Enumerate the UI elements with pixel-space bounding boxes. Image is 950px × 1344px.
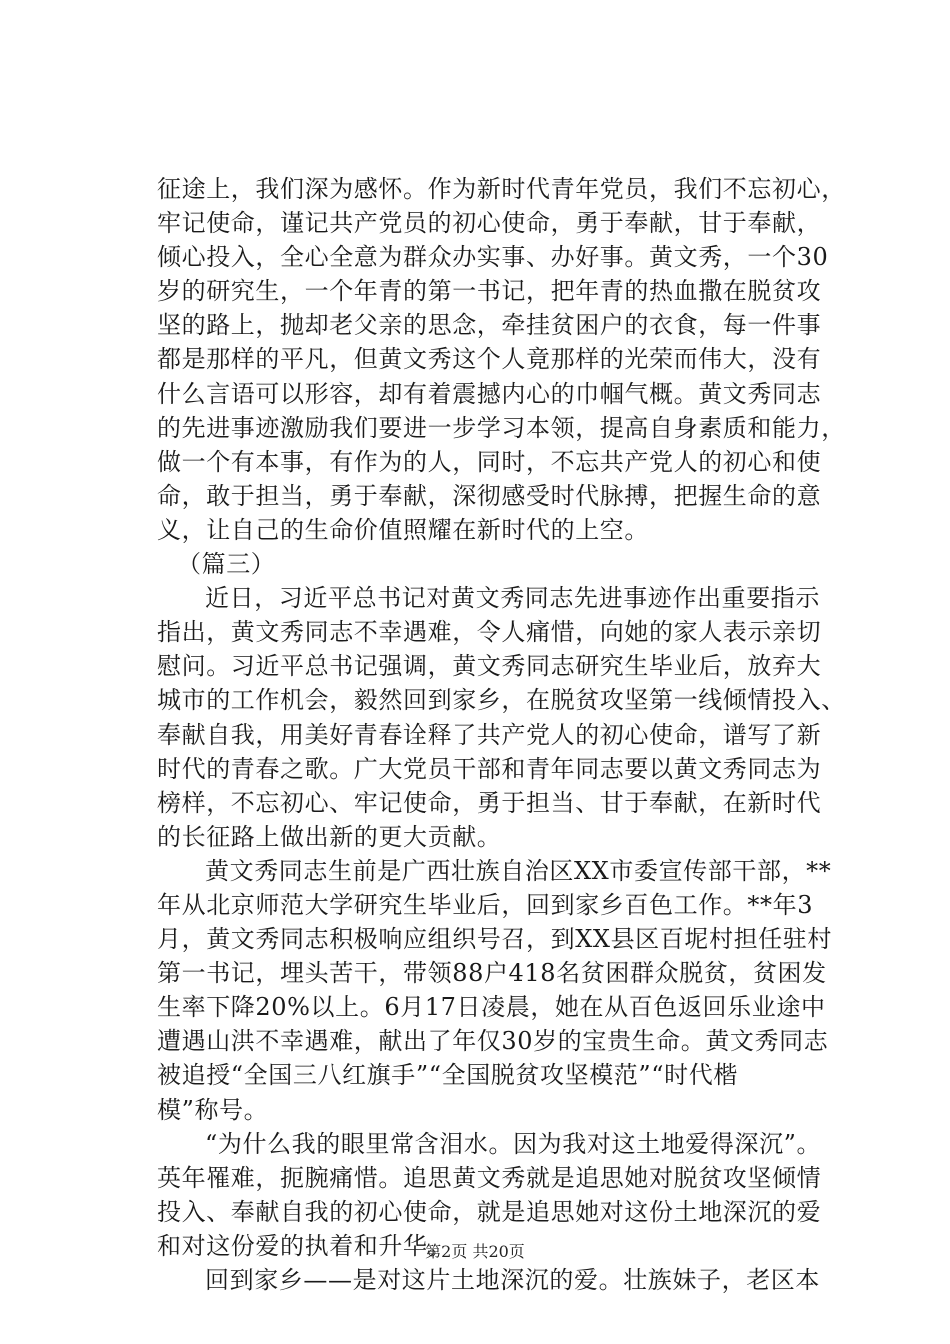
text-line: 奉献自我，用美好青春诠释了共产党人的初心使命，谱写了新 [157, 720, 822, 749]
text-line: 生率下降20%以上。6月17日凌晨，她在从百色返回乐业途中 [157, 993, 826, 1022]
paragraph-start: “为什么我的眼里常含泪水。因为我对这土地爱得深沉”。 [205, 1129, 822, 1158]
text-line: 城市的工作机会，毅然回到家乡，在脱贫攻坚第一线倾情投入、 [157, 686, 846, 715]
document-body [157, 172, 857, 1297]
text-line: 都是那样的平凡，但黄文秀这个人竟那样的光荣而伟大，没有 [157, 345, 822, 374]
text-line: 坚的路上，抛却老父亲的思念，牵挂贫困户的衣食，每一件事 [157, 311, 822, 340]
section-heading: （篇三） [177, 550, 276, 579]
text-line: 模”称号。 [157, 1095, 269, 1124]
text-line: 投入、奉献自我的初心使命，就是追思她对这份土地深沉的爱 [157, 1197, 822, 1226]
text-line: 榜样，不忘初心、牢记使命，勇于担当、甘于奉献，在新时代 [157, 788, 822, 817]
text-line: 年从北京师范大学研究生毕业后，回到家乡百色工作。**年3 [157, 890, 814, 919]
paragraph-start: 黄文秀同志生前是广西壮族自治区XX市委宣传部干部，** [205, 856, 832, 885]
text-line: 第一书记，埋头苦干，带领88户418名贫困群众脱贫，贫困发 [157, 959, 827, 988]
paragraph-start: 近日，习近平总书记对黄文秀同志先进事迹作出重要指示 [205, 584, 820, 613]
text-line: 什么言语可以形容，却有着震撼内心的巾帼气概。黄文秀同志 [157, 379, 822, 408]
text-line: 征途上，我们深为感怀。作为新时代青年党员，我们不忘初心， [157, 175, 846, 203]
text-line: 慰问。习近平总书记强调，黄文秀同志研究生毕业后，放弃大 [157, 652, 822, 681]
text-line: 的长征路上做出新的更大贡献。 [157, 822, 502, 851]
text-line: 牢记使命，谨记共产党员的初心使命，勇于奉献，甘于奉献， [157, 209, 822, 238]
text-line: 的先进事迹激励我们要进一步学习本领，提高自身素质和能力， [157, 413, 846, 442]
page-number-footer: 第2页 共20页 [425, 1242, 525, 1261]
text-line: 命，敢于担当，勇于奉献，深彻感受时代脉搏，把握生命的意 [157, 481, 822, 510]
paragraph-start: 回到家乡——是对这片土地深沉的爱。壮族妹子，老区本 [205, 1266, 820, 1294]
text-line: 月，黄文秀同志积极响应组织号召，到XX县区百坭村担任驻村 [157, 925, 832, 954]
text-line: 义，让自己的生命价值照耀在新时代的上空。 [157, 515, 649, 544]
text-line: 被追授“全国三八红旗手”“全国脱贫攻坚模范”“时代楷 [157, 1061, 738, 1090]
text-line: 时代的青春之歌。广大党员干部和青年同志要以黄文秀同志为 [157, 754, 822, 783]
text-line: 倾心投入，全心全意为群众办实事、办好事。黄文秀，一个30 [157, 243, 829, 272]
text-line: 岁的研究生，一个年青的第一书记，把年青的热血撒在脱贫攻 [157, 277, 822, 306]
text-line: 英年罹难，扼腕痛惜。追思黄文秀就是追思她对脱贫攻坚倾情 [157, 1163, 822, 1192]
text-line: 做一个有本事，有作为的人，同时，不忘共产党人的初心和使 [157, 447, 822, 476]
text-line: 指出，黄文秀同志不幸遇难，令人痛惜，向她的家人表示亲切 [157, 618, 822, 647]
text-line: 和对这份爱的执着和升华。 [157, 1231, 453, 1260]
text-line: 遭遇山洪不幸遇难，献出了年仅30岁的宝贵生命。黄文秀同志 [157, 1027, 829, 1056]
